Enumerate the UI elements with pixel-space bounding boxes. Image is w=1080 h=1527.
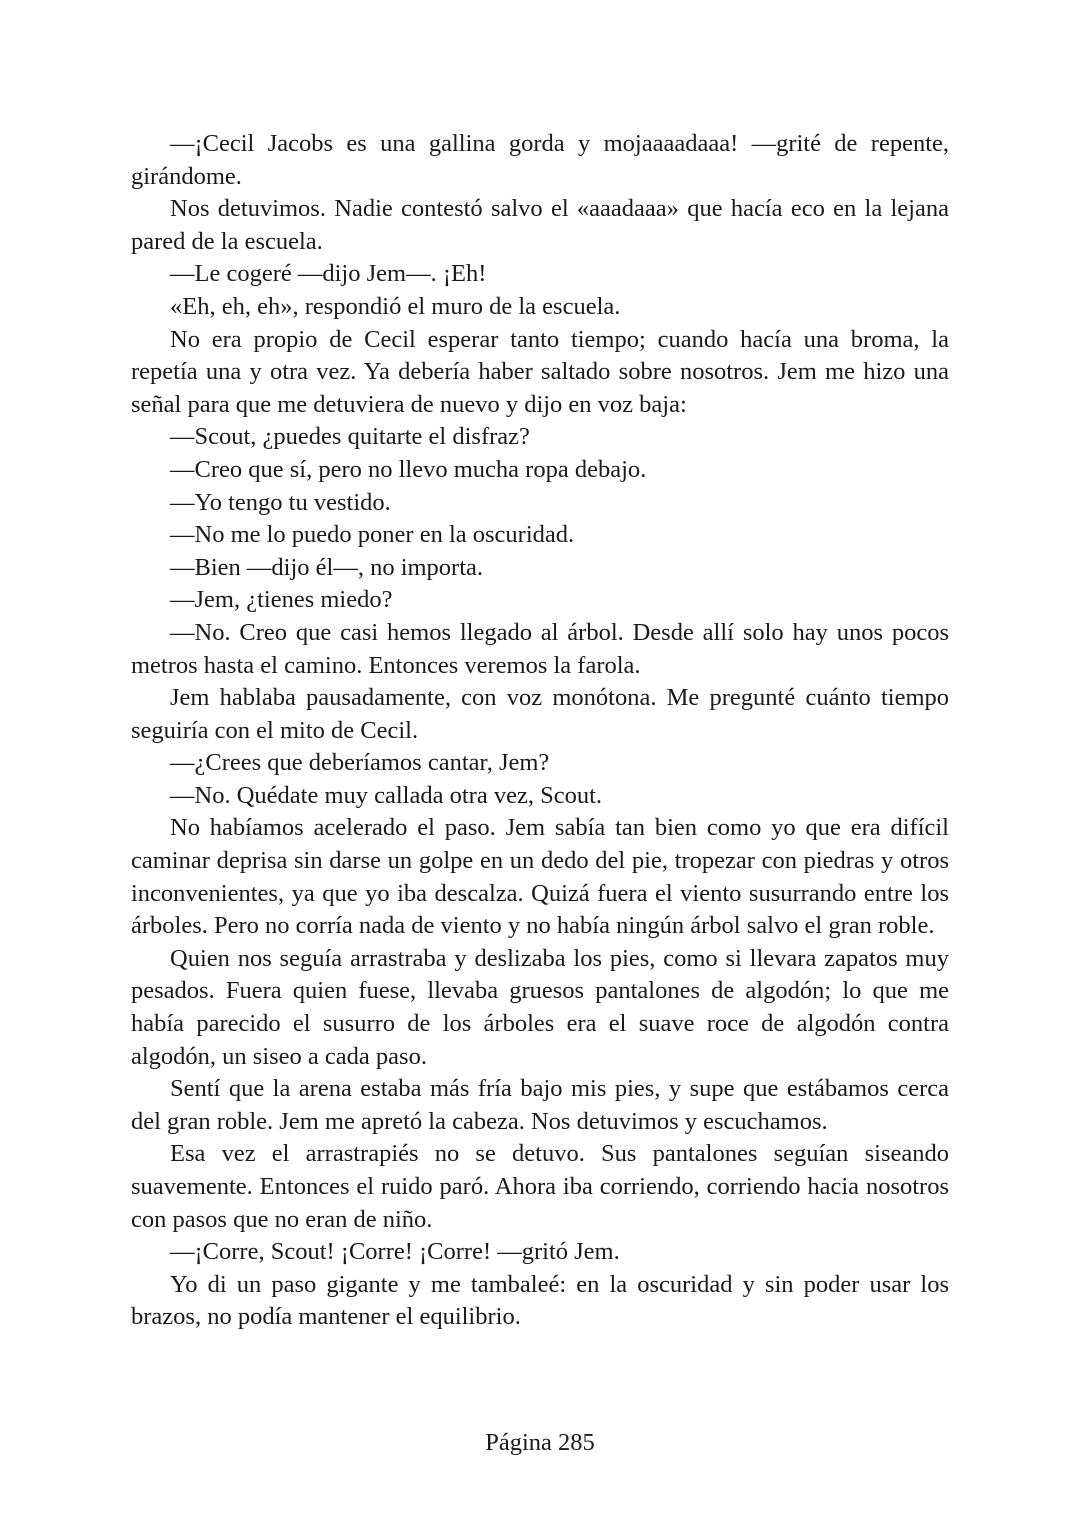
paragraph: —Creo que sí, pero no llevo mucha ropa debajo. [170, 455, 647, 483]
paragraph: —¿Crees que deberíamos cantar, Jem? [170, 749, 550, 777]
paragraph: No habíamos acelerado el paso. Jem sabía tan bien como yo que era difícil caminar deprisa sin darse un golpe en un dedo del pie, tropezar con piedras y otros inconvenientes, ya que yo iba descalza. Quizá fuera el viento susurrando entre los árboles. Pero no corría nada de viento y no había ningún árbol salvo el gran roble. [131, 814, 949, 940]
paragraph: —Jem, ¿tienes miedo? [170, 586, 393, 614]
paragraph: Nos detuvimos. Nadie contestó salvo el «aaadaaa» que hacía eco en la lejana pared de la escuela. [131, 195, 949, 255]
paragraph: Esa vez el arrastrapiés no se detuvo. Sus pantalones seguían siseando suavemente. Entonces el ruido paró. Ahora iba corriendo, corriendo hacia nosotros con pasos que no eran de niño. [131, 1140, 949, 1233]
paragraph: —Scout, ¿puedes quitarte el disfraz? [170, 423, 530, 451]
paragraph: —No. Quédate muy callada otra vez, Scout. [170, 781, 603, 809]
page-number: Página 285 [485, 1429, 595, 1456]
paragraph: Sentí que la arena estaba más fría bajo mis pies, y supe que estábamos cerca del gran roble. Jem me apretó la cabeza. Nos detuvimos y escuchamos. [131, 1075, 949, 1135]
paragraph: Quien nos seguía arrastraba y deslizaba los pies, como si llevara zapatos muy pesados. Fuera quien fuese, llevaba gruesos pantalones de algodón; lo que me había parecido el susurro de los árboles era el suave roce de algodón contra algodón, un siseo a cada paso. [131, 944, 949, 1070]
paragraph: —No me lo puedo poner en la oscuridad. [170, 521, 575, 549]
paragraph: —¡Cecil Jacobs es una gallina gorda y mojaaaadaaa! —grité de repente, girándome. [131, 130, 949, 190]
paragraph: —¡Corre, Scout! ¡Corre! ¡Corre! —gritó Jem. [170, 1238, 620, 1266]
paragraph: Jem hablaba pausadamente, con voz monótona. Me pregunté cuánto tiempo seguiría con el mito de Cecil. [131, 684, 949, 744]
paragraph: Yo di un paso gigante y me tambaleé: en la oscuridad y sin poder usar los brazos, no podía mantener el equilibrio. [131, 1270, 949, 1331]
paragraph: —Bien —dijo él—, no importa. [170, 553, 484, 581]
page-body [131, 128, 949, 1334]
paragraph: «Eh, eh, eh», respondió el muro de la escuela. [170, 292, 621, 320]
paragraph: —No. Creo que casi hemos llegado al árbol. Desde allí solo hay unos pocos metros hasta el camino. Entonces veremos la farola. [131, 618, 949, 679]
paragraph: —Yo tengo tu vestido. [170, 488, 391, 516]
paragraph: —Le cogeré —dijo Jem—. ¡Eh! [170, 260, 487, 288]
paragraph: No era propio de Cecil esperar tanto tiempo; cuando hacía una broma, la repetía una y otra vez. Ya debería haber saltado sobre nosotros. Jem me hizo una señal para que me detuviera de nuevo y dijo en voz baja: [131, 325, 949, 418]
